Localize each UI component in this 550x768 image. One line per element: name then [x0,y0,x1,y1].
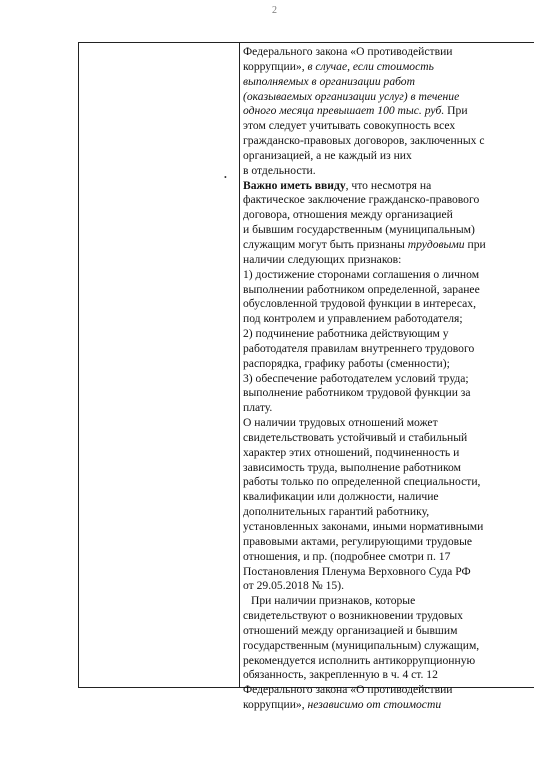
text-line [243,446,539,461]
text-run: выполнение работником трудовой функции за [243,386,471,400]
text-line [243,253,539,268]
text-run: фактическое заключение гражданско-правового [243,193,480,207]
text-run: и бывшим государственным (муниципальным) [243,223,475,237]
text-run: , что несмотря на [345,178,432,192]
paragraph-labor-relations [243,416,539,594]
bold-text: Важно иметь ввиду [243,178,346,192]
italic-text: в случае, если стоимость [307,59,434,73]
text-run: 2) подчинение работника действующим у [243,327,449,341]
text-run: зависимость труда, выполнение работником [243,460,461,474]
text-run: характер этих отношений, подчиненность и [243,445,460,459]
text-run: организацией, а не каждый из них [243,148,412,162]
text-line [243,104,539,119]
text-run: Федерального закона «О противодействии [243,45,453,58]
text-run: При наличии признаков, которые [251,594,416,608]
text-run: 3) обеспечение работодателем условий труда; [243,371,469,385]
text-run: в отдельности. [243,163,316,177]
text-line [243,431,539,446]
text-run: распорядка, графику работы (сменности); [243,356,450,370]
paragraph-anti-corruption [243,594,539,713]
text-run: О наличии трудовых отношений может [243,416,438,430]
text-line [243,654,539,669]
document-table [78,42,534,712]
text-run: обусловленной трудовой функции в интересах, [243,297,476,311]
text-cell [243,45,539,713]
text-line [243,490,539,505]
text-line [243,386,539,401]
text-run: договора, отношения между организацией [243,208,453,222]
text-line [243,268,539,283]
text-run: работы только по определенной специальности, [243,475,481,489]
text-line [243,535,539,550]
text-run: государственным (муниципальным) служащим, [243,638,480,652]
paragraph-intro [243,45,539,179]
text-line [243,149,539,164]
text-line [243,372,539,387]
text-run: свидетельствовать устойчивый и стабильный [243,430,468,444]
text-line [243,579,539,594]
text-line [243,550,539,565]
text-line [243,179,539,194]
text-line [243,416,539,431]
text-run: отношений между организацией и бывшим [243,623,458,637]
text-line [243,297,539,312]
text-line [243,75,539,90]
scan-speck: • [224,173,227,182]
text-run: этом следует учитывать совокупность всех [243,119,456,133]
italic-text: одного месяца превышает 100 тыс. руб. [243,104,445,118]
text-run: 1) достижение сторонами соглашения о личном [243,267,480,281]
text-line [243,208,539,223]
text-line [243,60,539,75]
text-line [243,639,539,654]
text-line [243,193,539,208]
text-line [243,119,539,134]
text-line [243,594,539,609]
text-line [243,475,539,490]
text-run: гражданско-правовых договоров, заключенных с [243,134,485,148]
text-line [243,283,539,298]
text-run: выполнении работником определенной, заранее [243,282,480,296]
text-line [243,609,539,624]
column-divider [239,43,240,687]
text-line [243,520,539,535]
text-run: коррупции», [243,698,308,712]
page-mark: 2 [272,5,277,16]
text-line [243,223,539,238]
text-line [243,461,539,476]
text-line [243,312,539,327]
text-run: плату. [243,401,273,415]
text-line [243,45,539,60]
text-line [243,134,539,149]
text-run: правовыми актами, регулирующими трудовые [243,534,473,548]
text-run: Постановления Пленума Верховного Суда РФ [243,564,471,578]
text-line [243,342,539,357]
text-line [243,238,539,253]
text-line [243,505,539,520]
text-line [243,164,539,179]
text-run: от 29.05.2018 № 15). [243,579,344,593]
text-run: наличии следующих признаков: [243,252,402,266]
text-run: при [464,237,486,251]
italic-text: независимо от стоимости [307,698,442,712]
text-run: под контролем и управлением работодателя; [243,312,463,326]
text-line [243,357,539,372]
text-line [243,327,539,342]
text-line [243,683,539,698]
text-run: дополнительных гарантий работнику, [243,505,430,519]
paragraph-important [243,179,539,417]
text-line [243,698,539,713]
italic-text: выполняемых в организации работ [243,74,415,88]
text-run: обязанность, закрепленную в ч. 4 ст. 12 [243,668,438,682]
text-run: служащим могут быть признаны [243,237,408,251]
italic-text: (оказываемых организации услуг) в течение [243,89,460,103]
italic-text: трудовыми [407,237,465,251]
text-line [243,624,539,639]
text-run: установленных законами, иными нормативными [243,520,484,533]
text-line [243,668,539,683]
text-run: Федерального закона «О противодействии [243,683,453,697]
text-run: работодателя правилам внутреннего трудового [243,341,475,355]
text-line [243,401,539,416]
text-line [243,565,539,580]
text-run: отношения, и пр. (подробнее смотри п. 17 [243,549,451,563]
text-run: рекомендуется исполнить антикоррупционную [243,653,476,667]
text-run: свидетельствуют о возникновении трудовых [243,609,463,623]
text-run: квалификации или должности, наличие [243,490,439,504]
text-run: коррупции», [243,59,308,73]
text-line [243,90,539,105]
text-run: При [444,104,468,118]
